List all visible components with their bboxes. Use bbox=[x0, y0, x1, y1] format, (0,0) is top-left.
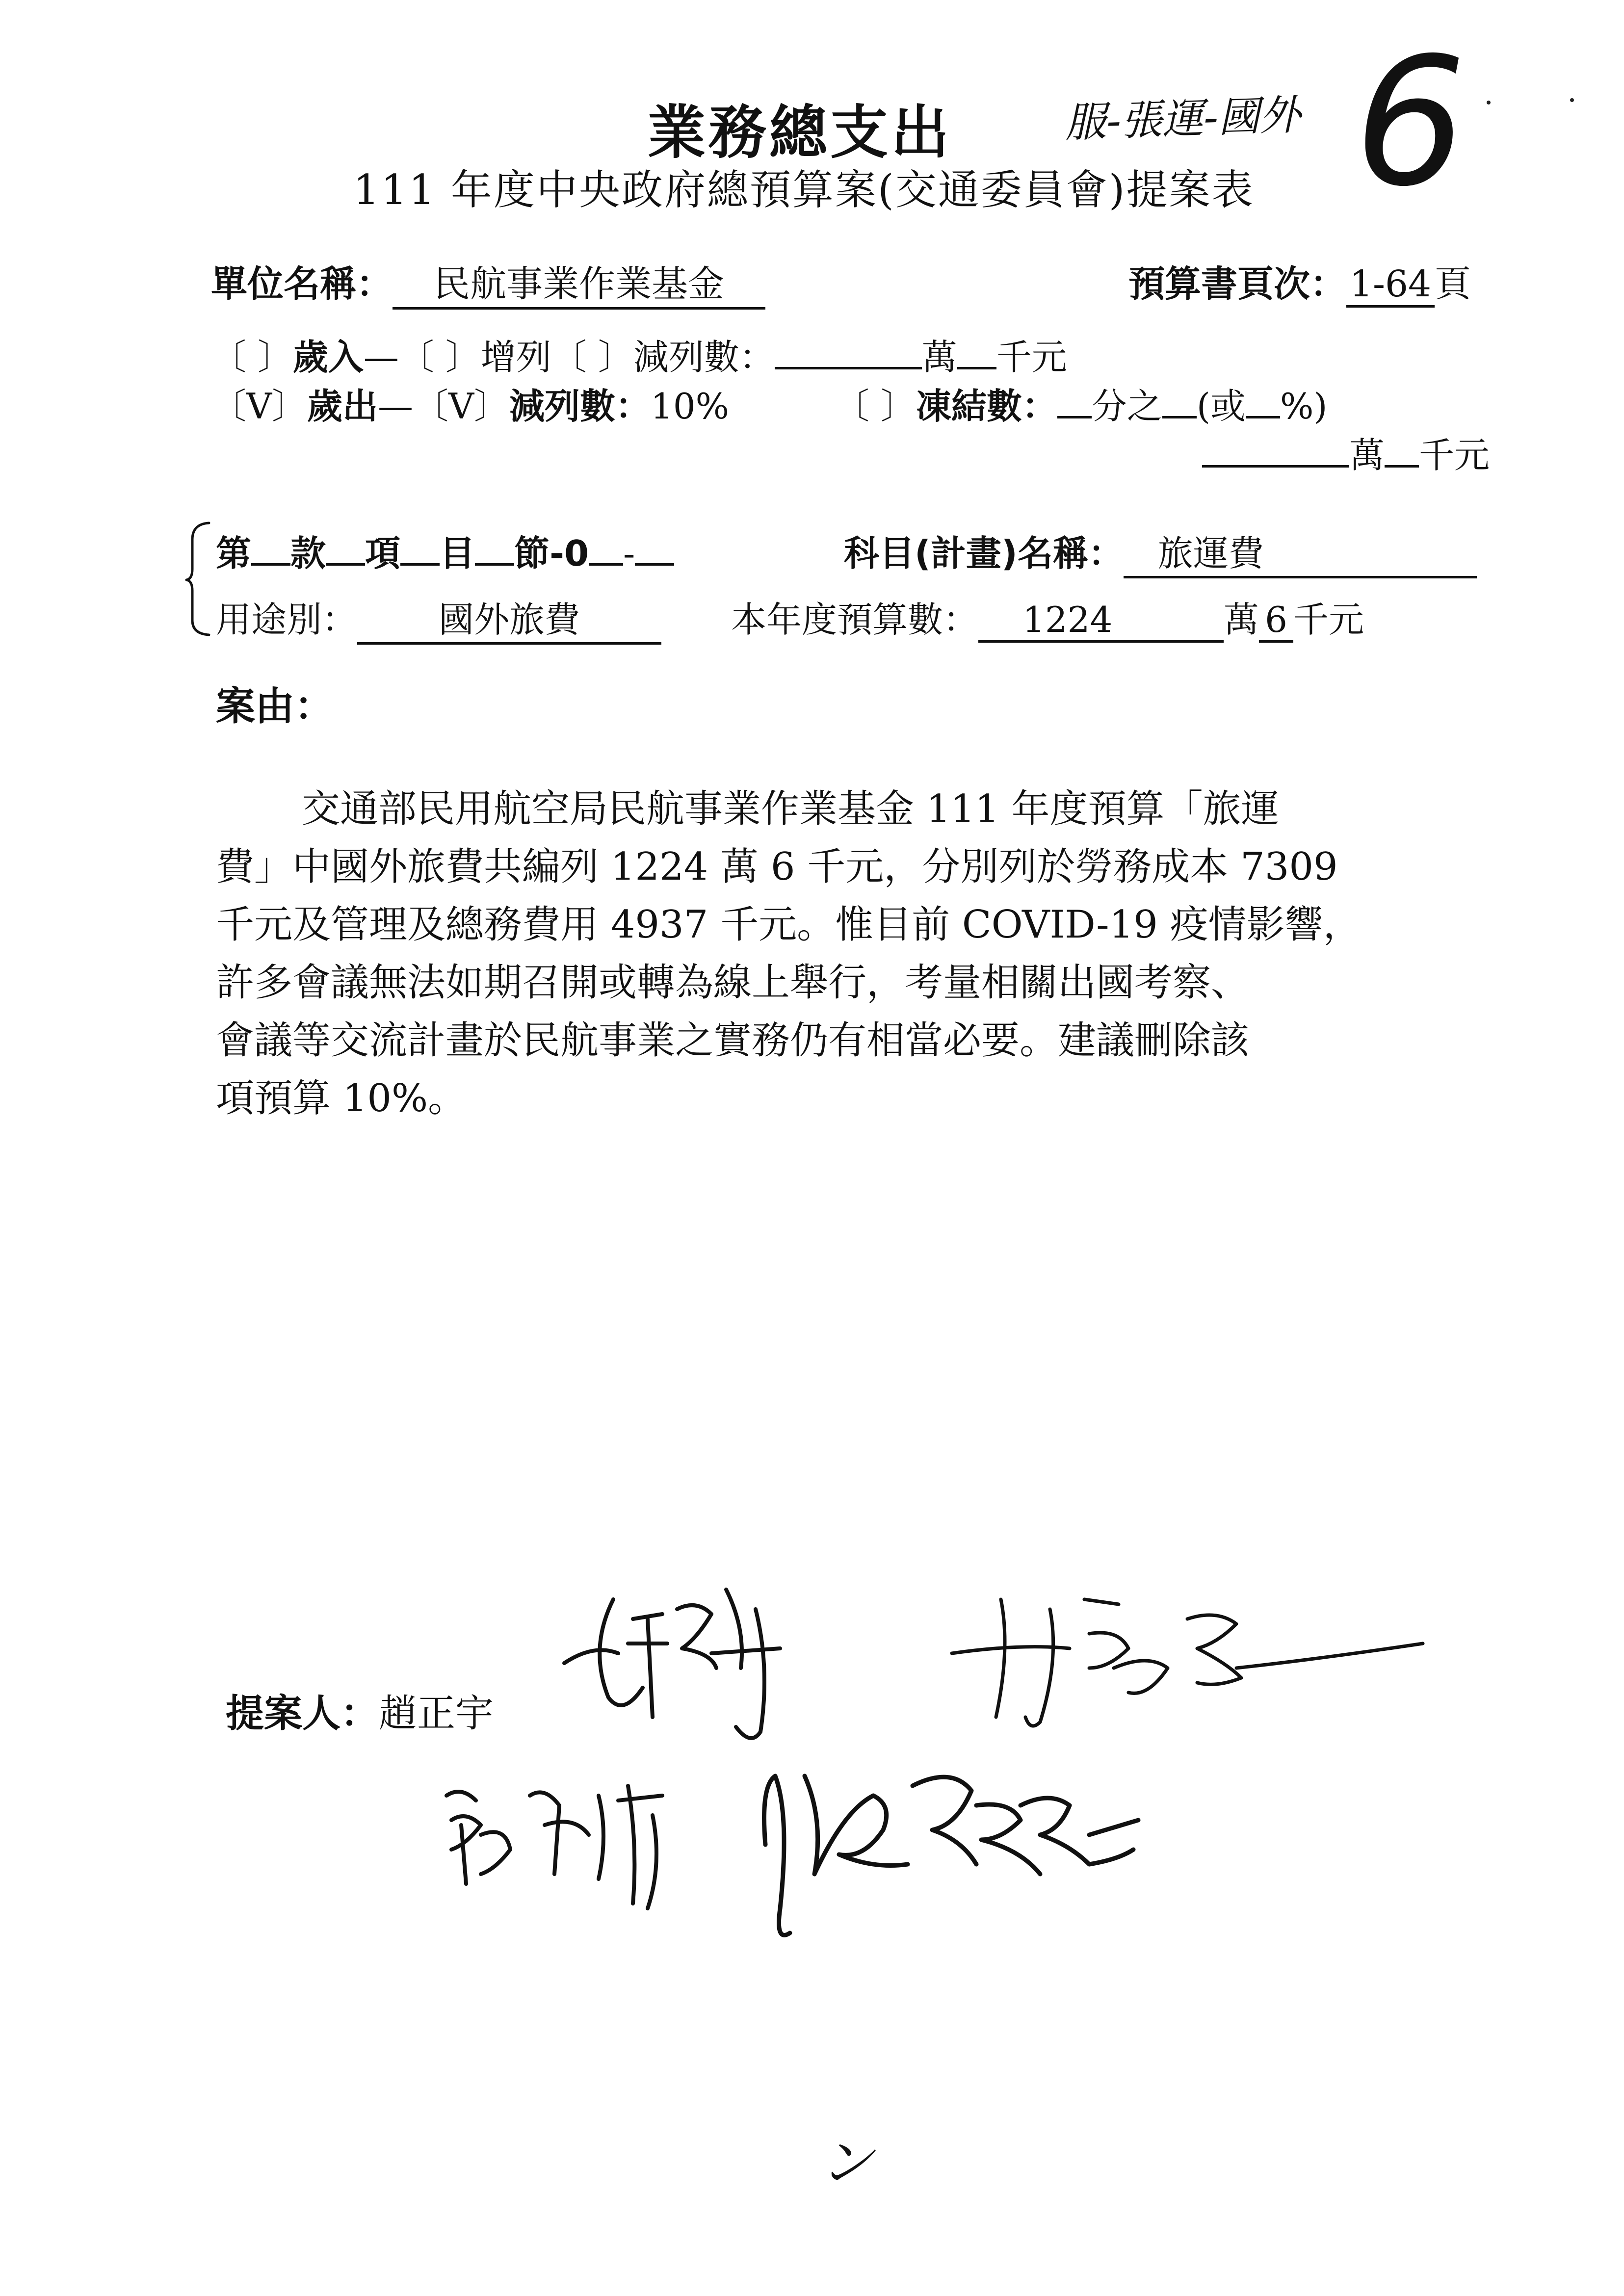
revenue-label: 歲入 bbox=[292, 337, 364, 378]
item-kuan: 款 bbox=[290, 533, 326, 574]
annual-budget-qian-value: 6 bbox=[1259, 599, 1293, 643]
item-jie: 節-0 bbox=[514, 533, 589, 574]
revenue-qian-blank bbox=[957, 367, 996, 369]
handwritten-category-note: 服-張運-國外 bbox=[1064, 90, 1302, 147]
expense-decrease-label: 減列數： bbox=[509, 386, 651, 427]
scan-dot bbox=[1487, 101, 1491, 104]
revenue-decrease-label: 減列數： bbox=[633, 337, 775, 378]
reason-line-2: 費」中國外旅費共編列 1224 萬 6 千元，分別列於勞務成本 7309 bbox=[216, 845, 1338, 889]
item-jie-blank bbox=[589, 563, 623, 566]
scan-dot bbox=[1570, 98, 1574, 102]
subject-value: 旅運費 bbox=[1124, 525, 1477, 578]
reason-line-3: 千元及管理及總務費用 4937 千元。惟目前 COVID-19 疫情影響， bbox=[216, 903, 1362, 947]
item-di-blank bbox=[251, 563, 290, 566]
expense-checkbox: 〔V〕 bbox=[211, 386, 307, 427]
annual-budget-value: 1224 bbox=[978, 599, 1224, 643]
freeze-pct-close: %) bbox=[1280, 386, 1328, 427]
reason-line-5: 會議等交流計畫於民航事業之實務仍有相當必要。建議刪除該 bbox=[216, 1018, 1250, 1063]
page-number-handwritten: 6 bbox=[1354, 20, 1467, 225]
item-last-blank bbox=[635, 563, 674, 566]
item-mu-blank bbox=[475, 563, 514, 566]
proposer-label: 提案人： bbox=[226, 1692, 379, 1736]
freeze-amount-line bbox=[1202, 427, 1490, 478]
freeze-or-open: (或 bbox=[1196, 386, 1246, 427]
freeze-fraction-text: 分之 bbox=[1091, 386, 1162, 427]
budget-page-label: 預算書頁次： bbox=[1128, 263, 1346, 305]
annual-budget-qian: 千元 bbox=[1293, 599, 1364, 640]
expense-decrease-value: 10% bbox=[651, 386, 730, 427]
footer-handwritten-mark: ン bbox=[819, 2131, 873, 2194]
freeze-denominator-blank bbox=[1057, 416, 1092, 418]
budget-page-suffix: 頁 bbox=[1435, 263, 1471, 305]
proposer-row bbox=[226, 1683, 494, 1738]
annual-budget-label: 本年度預算數： bbox=[731, 599, 979, 640]
purpose-row bbox=[216, 591, 661, 645]
item-block-bracket bbox=[185, 520, 215, 638]
freeze-numerator-blank bbox=[1162, 416, 1197, 418]
revenue-line bbox=[211, 329, 1067, 380]
freeze-qian-blank bbox=[1385, 465, 1419, 468]
reason-label: 案由： bbox=[216, 683, 334, 729]
unit-label: 單位名稱： bbox=[211, 263, 393, 305]
subject-row bbox=[844, 525, 1477, 578]
purpose-value: 國外旅費 bbox=[357, 591, 661, 645]
unit-value: 民航事業作業基金 bbox=[393, 255, 765, 310]
revenue-dash: — bbox=[363, 337, 399, 378]
item-xiang: 項 bbox=[365, 533, 401, 574]
reason-line-6: 項預算 10%。 bbox=[216, 1076, 467, 1121]
revenue-decrease-checkbox: 〔 〕 bbox=[551, 337, 633, 378]
subject-label: 科目(計畫)名稱： bbox=[844, 533, 1124, 574]
freeze-label: 凍結數： bbox=[916, 386, 1057, 427]
budget-page-value: 1-64 bbox=[1346, 263, 1435, 308]
document-subtitle: 111 年度中央政府總預算案(交通委員會)提案表 bbox=[353, 166, 1255, 214]
expense-label: 歲出 bbox=[307, 386, 378, 427]
budget-page-row bbox=[1128, 255, 1471, 308]
freeze-wan-unit: 萬 bbox=[1349, 435, 1385, 476]
revenue-wan-unit: 萬 bbox=[921, 337, 957, 378]
revenue-checkbox: 〔 〕 bbox=[211, 337, 293, 378]
signature-2 bbox=[942, 1570, 1433, 1737]
item-dash: - bbox=[623, 533, 635, 574]
item-xiang-blank bbox=[400, 563, 440, 566]
revenue-increase-checkbox: 〔 〕 bbox=[398, 337, 481, 378]
signature-1 bbox=[550, 1570, 824, 1756]
purpose-label: 用途別： bbox=[216, 599, 358, 640]
annual-budget-row bbox=[731, 591, 1364, 643]
proposer-name: 趙正宇 bbox=[379, 1692, 494, 1736]
cosigner-signature bbox=[432, 1766, 707, 1913]
item-mu: 目 bbox=[440, 533, 475, 574]
freeze-line bbox=[834, 378, 1328, 429]
revenue-qian-unit: 千元 bbox=[996, 337, 1067, 378]
item-di: 第 bbox=[216, 533, 252, 574]
item-kuan-blank bbox=[326, 563, 365, 566]
signature-3 bbox=[746, 1747, 1168, 1953]
unit-row bbox=[211, 255, 765, 310]
reason-line-1: 交通部民用航空局民航事業作業基金 111 年度預算「旅運 bbox=[302, 787, 1280, 831]
item-row bbox=[216, 525, 674, 576]
expense-line bbox=[211, 378, 729, 429]
reason-line-4: 許多會議無法如期召開或轉為線上舉行，考量相關出國考察、 bbox=[216, 961, 1250, 1005]
freeze-percent-blank bbox=[1246, 416, 1280, 418]
freeze-wan-blank bbox=[1202, 465, 1349, 468]
annual-budget-wan: 萬 bbox=[1224, 599, 1259, 640]
revenue-increase-label: 增列 bbox=[480, 337, 551, 378]
expense-decrease-checkbox: 〔V〕 bbox=[413, 386, 510, 427]
freeze-qian-unit: 千元 bbox=[1419, 435, 1490, 476]
expense-dash: — bbox=[378, 386, 414, 427]
revenue-amount-blank bbox=[775, 367, 922, 369]
document-title: 業務總支出 bbox=[648, 99, 952, 166]
freeze-checkbox: 〔 〕 bbox=[834, 386, 916, 427]
